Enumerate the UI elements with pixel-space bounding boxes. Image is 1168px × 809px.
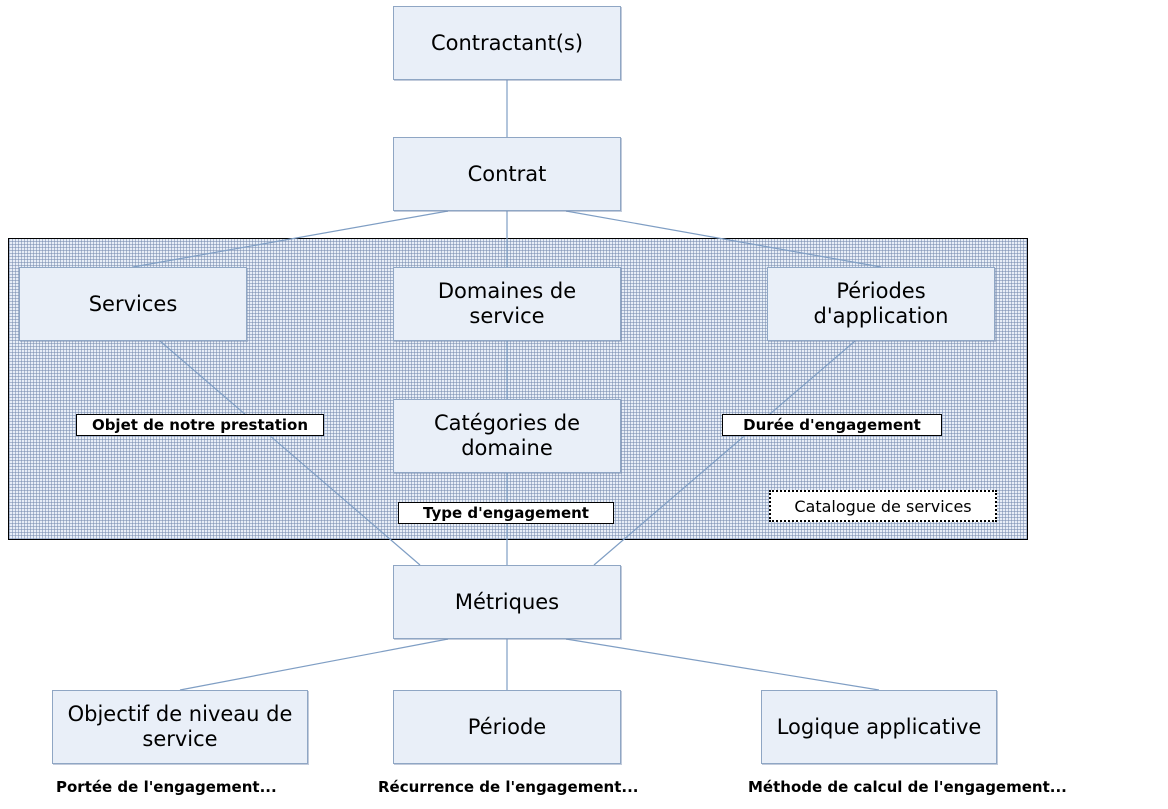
note-duree-d-engagement xyxy=(722,414,942,436)
node-label: Métriques xyxy=(454,589,560,614)
node-label: Domaines de service xyxy=(437,279,577,328)
node-periodes-d-application[interactable] xyxy=(767,267,995,341)
edge-metriques-objectif xyxy=(180,639,448,690)
note-label: Type d'engagement xyxy=(423,504,589,522)
node-services[interactable] xyxy=(19,267,247,341)
caption-methode-de-calcul-de-l-engagement: Méthode de calcul de l'engagement... xyxy=(748,778,1067,796)
node-label: Périodes d'application xyxy=(813,279,949,328)
caption-portee-de-l-engagement: Portée de l'engagement... xyxy=(56,778,277,796)
note-label: Durée d'engagement xyxy=(743,416,921,434)
edge-contrat-services xyxy=(133,211,448,267)
node-domaines-de-service[interactable] xyxy=(393,267,621,341)
edge-contrat-periodes xyxy=(566,211,881,267)
note-label: Objet de notre prestation xyxy=(91,416,309,434)
edge-metriques-logique xyxy=(566,639,879,690)
node-periode[interactable] xyxy=(393,690,621,764)
node-contrat[interactable] xyxy=(393,137,621,211)
note-objet-de-notre-prestation xyxy=(76,414,324,436)
node-label: Contractant(s) xyxy=(430,30,584,55)
node-label: Contrat xyxy=(467,161,547,186)
edge-services-metriques xyxy=(160,341,420,565)
note-label: Catalogue de services xyxy=(794,496,972,516)
node-label: Logique applicative xyxy=(776,714,982,739)
caption-recurrence-de-l-engagement: Récurrence de l'engagement... xyxy=(378,778,639,796)
edge-periodes-metriques xyxy=(594,341,855,565)
node-contractants[interactable] xyxy=(393,6,621,80)
node-logique-applicative[interactable] xyxy=(761,690,997,764)
node-objectif-de-niveau-de-service[interactable] xyxy=(52,690,308,764)
note-type-d-engagement xyxy=(398,502,614,524)
node-label: Catégories de domaine xyxy=(433,411,581,460)
note-catalogue-de-services xyxy=(769,490,997,522)
node-label: Période xyxy=(467,714,547,739)
node-categories-de-domaine[interactable] xyxy=(393,399,621,473)
node-metriques[interactable] xyxy=(393,565,621,639)
node-label: Objectif de niveau de service xyxy=(67,702,293,751)
node-label: Services xyxy=(88,291,178,316)
